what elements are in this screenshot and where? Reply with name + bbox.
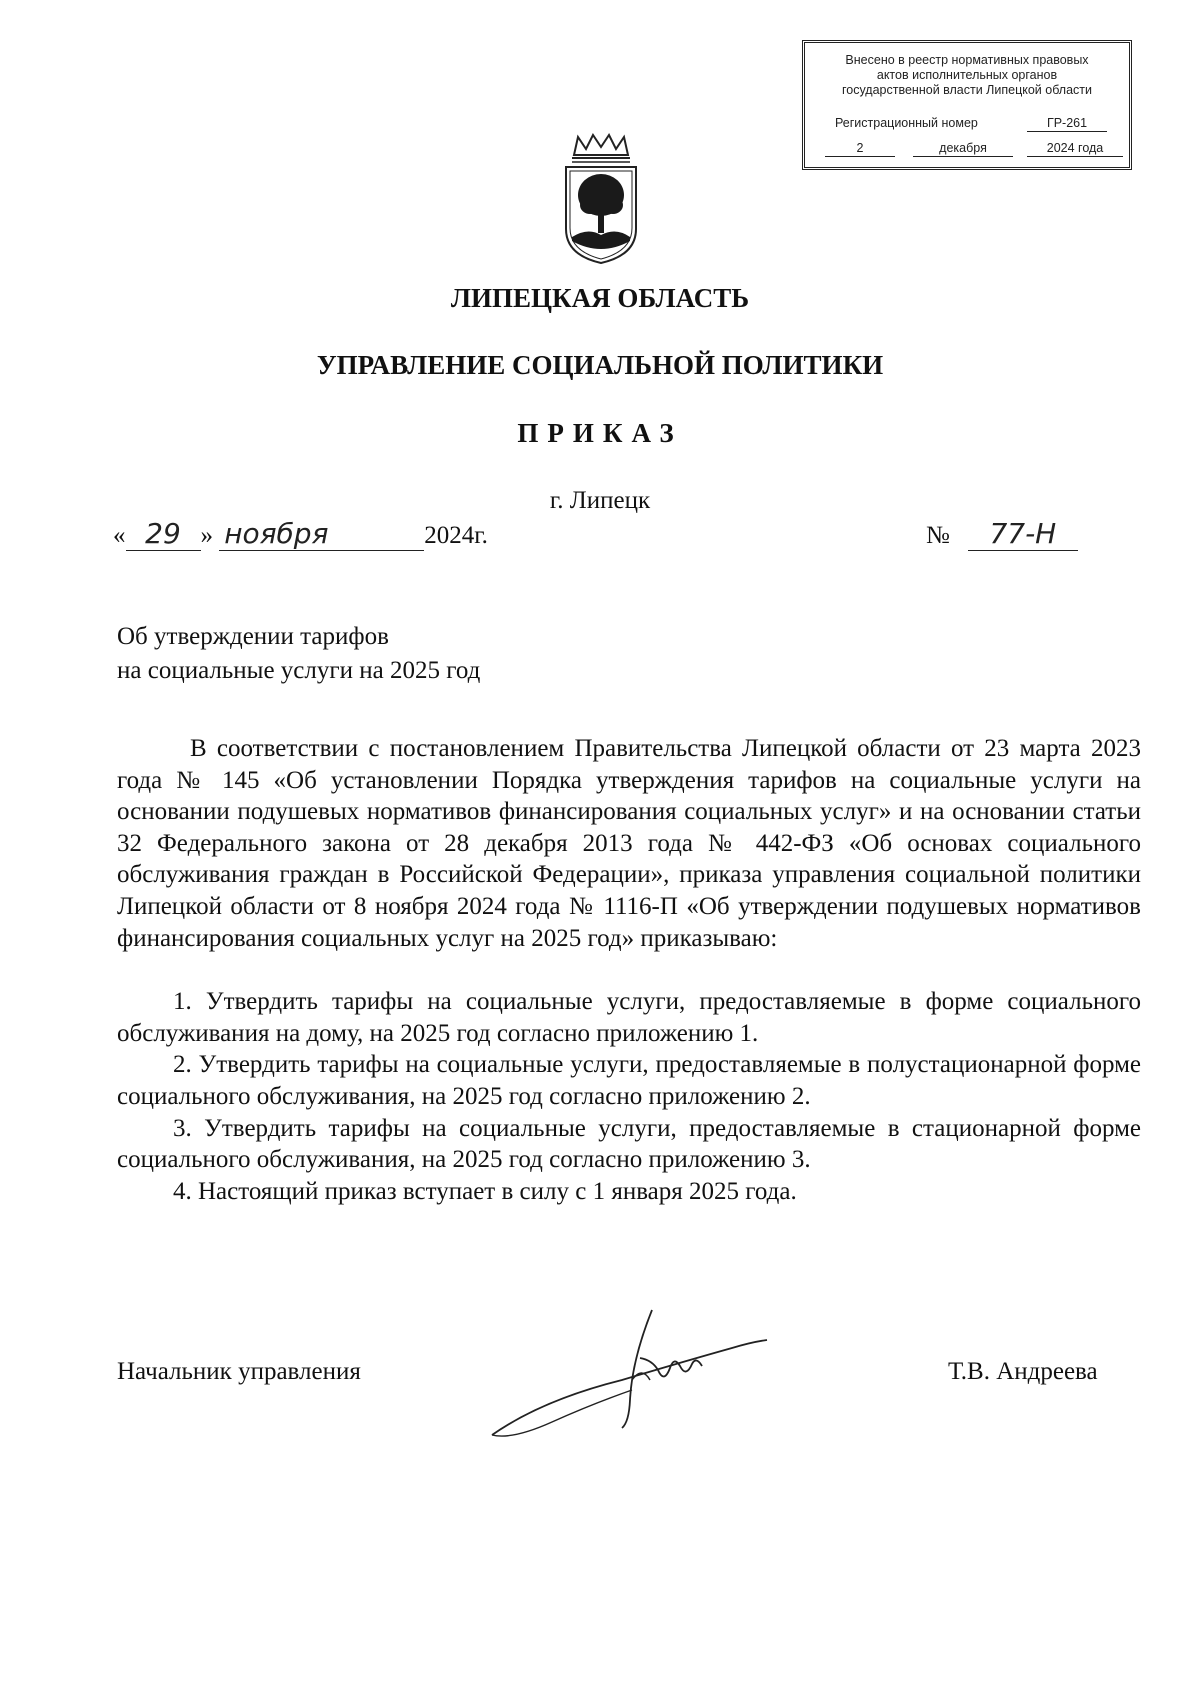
- region-title: ЛИПЕЦКАЯ ОБЛАСТЬ: [450, 283, 750, 313]
- stamp-line-2: актов исполнительных органов: [876, 68, 1058, 82]
- close-quote: »: [200, 522, 213, 549]
- order-item-1: 1. Утвердить тарифы на социальные услуги, предоставляемые в форме социального обслуживания на дому, на 2025 год согласно приложению 1.: [117, 988, 1141, 1047]
- stamp-line-3: государственной власти Липецкой области: [841, 83, 1093, 97]
- order-body: [117, 733, 1141, 1207]
- signatory-name: Т.В. Андреева: [948, 1358, 1098, 1385]
- registry-stamp: [802, 40, 1132, 170]
- stamp-reg-number: ГР-261: [1027, 116, 1107, 132]
- stamp-date-year: 2024 года: [1027, 141, 1123, 157]
- handwritten-signature-icon: [482, 1300, 782, 1450]
- order-item-3: 3. Утвердить тарифы на социальные услуги, предоставляемые в стационарной форме социального обслуживания, на 2025 год согласно приложению 3.: [117, 1114, 1141, 1174]
- stamp-date-month: декабря: [913, 141, 1013, 157]
- stamp-date-day: 2: [825, 141, 895, 157]
- order-subject: [117, 620, 480, 688]
- preamble-paragraph: В соответствии с постановлением Правительства Липецкой области от 23 марта 2023 года № 145 «Об установлении Порядка утверждения тарифов на социальные услуги на основании подушевых нормативов финансирования социальных услуг» и на основании статьи 32 Федерального закона от 28 декабря 2013 года № 442-ФЗ «Об основах социального обслуживания граждан в Российской Федерации», приказа управления социальной политики Липецкой области от 8 ноября 2024 года № 1116-П «Об утверждении подушевых нормативов финансирования социальных услуг на 2025 год» приказываю:: [117, 735, 1141, 952]
- subject-line-2: на социальные услуги на 2025 год: [117, 657, 481, 684]
- order-day: 29: [126, 517, 201, 551]
- number-sign: №: [926, 522, 950, 549]
- order-year: 2024г.: [424, 522, 488, 549]
- order-month: ноября: [219, 517, 424, 551]
- order-number-value: 77-Н: [968, 517, 1078, 551]
- coat-of-arms-icon: [560, 133, 642, 265]
- signatory-title: Начальник управления: [117, 1358, 361, 1385]
- open-quote: «: [113, 522, 126, 549]
- stamp-reg-label: Регистрационный номер: [835, 116, 978, 130]
- subject-line-1: Об утверждении тарифов: [117, 623, 389, 650]
- order-date: [113, 517, 488, 551]
- order-number: [926, 517, 1078, 551]
- order-item-4: 4. Настоящий приказ вступает в силу с 1 января 2025 года.: [173, 1177, 797, 1205]
- stamp-line-1: Внесено в реестр нормативных правовых: [845, 53, 1089, 67]
- document-type-title: ПРИКАЗ: [517, 418, 683, 448]
- order-item-2: 2. Утвердить тарифы на социальные услуги, предоставляемые в полустационарной форме социального обслуживания, на 2025 год согласно приложению 2.: [117, 1051, 1141, 1110]
- department-title: УПРАВЛЕНИЕ СОЦИАЛЬНОЙ ПОЛИТИКИ: [316, 350, 884, 380]
- city-label: г. Липецк: [549, 487, 651, 514]
